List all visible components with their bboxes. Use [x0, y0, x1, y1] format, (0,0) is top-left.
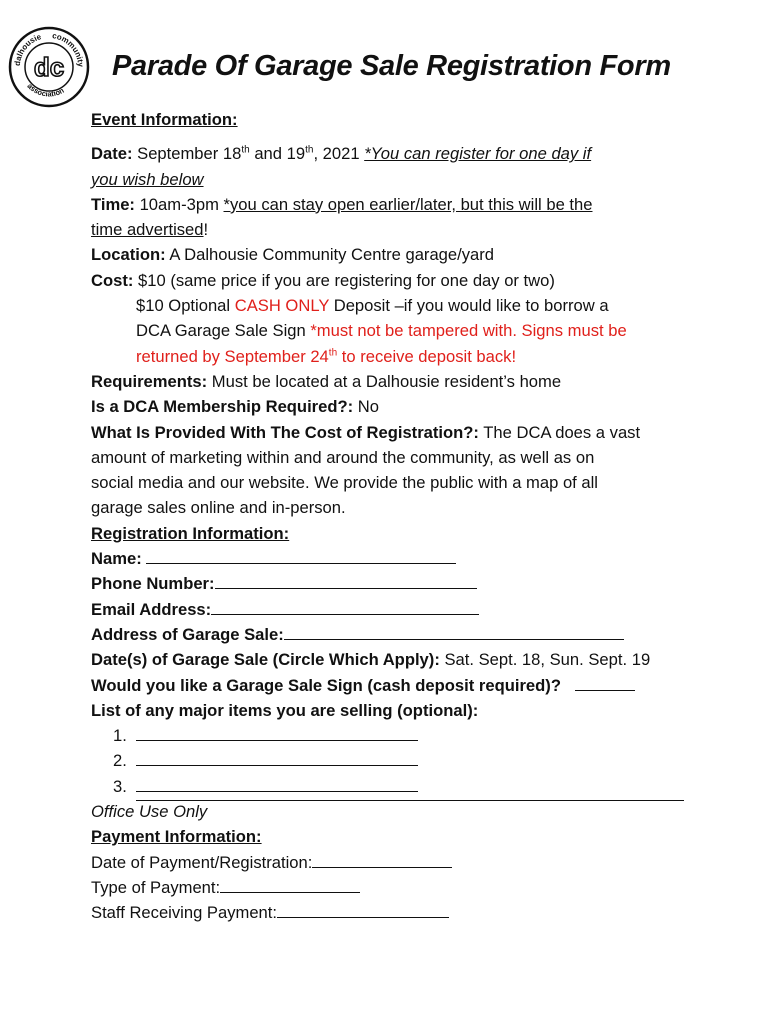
item-number-1: 1. [113, 726, 127, 746]
provided-label: What Is Provided With The Cost of Registration?: [91, 422, 479, 442]
sign-field[interactable] [575, 673, 635, 691]
provided-line [91, 420, 711, 445]
date-sup-b: th [305, 144, 314, 156]
payment-date-field[interactable] [312, 850, 452, 868]
dates-label: Date(s) of Garage Sale (Circle Which Apply): [91, 650, 440, 670]
deposit-text-a: $10 Optional [136, 296, 235, 316]
membership-text: No [353, 397, 379, 417]
time-label: Time: [91, 194, 135, 214]
provided-text-3: social media and our website. We provide the public with a map of all [91, 473, 598, 493]
item-row-2 [91, 748, 711, 773]
phone-label: Phone Number: [91, 574, 215, 594]
email-row [91, 597, 711, 622]
item-number-2: 2. [113, 751, 127, 771]
item-field-3[interactable] [136, 774, 418, 792]
address-label: Address of Garage Sale: [91, 624, 284, 644]
email-label: Email Address: [91, 599, 212, 619]
location-label: Location: [91, 245, 166, 265]
requirements-text: Must be located at a Dalhousie resident’s home [207, 371, 562, 391]
logo-right-text: community [51, 31, 86, 68]
office-divider-line [136, 800, 684, 801]
svg-text:association [25, 81, 65, 98]
dca-logo [8, 26, 90, 108]
phone-field[interactable] [215, 571, 477, 589]
address-field[interactable] [284, 622, 624, 640]
date-text-b: and 19 [249, 144, 306, 164]
staff-row [91, 900, 711, 925]
sign-warning-2a: returned by September 24 [136, 346, 329, 366]
payment-type-row [91, 875, 711, 900]
sign-warning-sup: th [328, 347, 338, 359]
dates-options[interactable]: Sat. Sept. 18, Sun. Sept. 19 [439, 650, 651, 670]
registration-heading: Registration Information: [91, 523, 290, 543]
time-line [91, 192, 711, 217]
time-note-1: *you can stay open earlier/later, but this will be the [223, 194, 593, 214]
payment-type-label: Type of Payment: [91, 877, 221, 897]
email-field[interactable] [211, 597, 479, 615]
date-note-2: you wish below [91, 169, 204, 189]
location-line [91, 242, 711, 267]
requirements-label: Requirements: [91, 371, 208, 391]
form-document [91, 107, 711, 926]
provided-text-2: amount of marketing within and around the community, as well as on [91, 447, 595, 467]
name-field[interactable] [146, 546, 456, 564]
date-text-a: September 18 [137, 144, 242, 164]
item-field-1[interactable] [136, 723, 418, 741]
item-number-3: 3. [113, 776, 127, 796]
name-label: Name: [91, 549, 147, 569]
phone-row [91, 571, 711, 596]
logo-top-text: dalhousie [12, 32, 43, 67]
requirements-line [91, 369, 711, 394]
time-note-end: ! [203, 220, 209, 240]
provided-text-4: garage sales online and in-person. [91, 498, 346, 518]
address-row [91, 622, 711, 647]
deposit-text-b: Deposit –if you would like to borrow a [329, 296, 609, 316]
sign-warning-1: *must not be tampered with. Signs must be [310, 321, 627, 341]
deposit-line-2 [91, 318, 711, 343]
sign-warning-2b: to receive deposit back! [337, 346, 517, 366]
provided-text-1: The DCA does a vast [478, 422, 641, 442]
time-note-2: time advertised [91, 220, 204, 240]
date-line [91, 141, 711, 166]
page-title: Parade Of Garage Sale Registration Form [112, 50, 671, 82]
deposit-line-1 [91, 293, 711, 318]
location-text: A Dalhousie Community Centre garage/yard [165, 245, 495, 265]
event-heading: Event Information: [91, 110, 238, 129]
item-row-1 [91, 723, 711, 748]
deposit-text-c: DCA Garage Sale Sign [136, 321, 311, 341]
sign-label: Would you like a Garage Sale Sign (cash deposit required)? [91, 675, 561, 695]
dates-row [91, 647, 711, 672]
sign-row [91, 673, 711, 698]
membership-label: Is a DCA Membership Required?: [91, 397, 354, 417]
membership-line [91, 394, 711, 419]
cost-line [91, 268, 711, 293]
item-field-2[interactable] [136, 748, 418, 766]
office-use-heading: Office Use Only [91, 802, 208, 822]
cost-text: $10 (same price if you are registering for one day or two) [133, 270, 555, 290]
deposit-line-3 [91, 344, 711, 369]
date-note-1: *You can register for one day if [364, 144, 592, 164]
payment-type-field[interactable] [220, 875, 360, 893]
cash-only-text: CASH ONLY [234, 296, 330, 316]
payment-date-row [91, 850, 711, 875]
payment-heading: Payment Information: [91, 827, 262, 847]
item-row-3 [91, 774, 711, 799]
logo-bottom-text: association [25, 81, 66, 99]
cost-label: Cost: [91, 270, 134, 290]
date-text-c: , 2021 [313, 144, 365, 164]
payment-date-label: Date of Payment/Registration: [91, 852, 313, 872]
staff-field[interactable] [277, 900, 449, 918]
staff-label: Staff Receiving Payment: [91, 903, 278, 923]
items-label: List of any major items you are selling (optional): [91, 700, 479, 720]
date-sup-a: th [241, 144, 250, 156]
name-row [91, 546, 711, 571]
time-text: 10am-3pm [134, 194, 224, 214]
logo-initials: dc [33, 52, 65, 82]
date-label: Date: [91, 144, 133, 164]
